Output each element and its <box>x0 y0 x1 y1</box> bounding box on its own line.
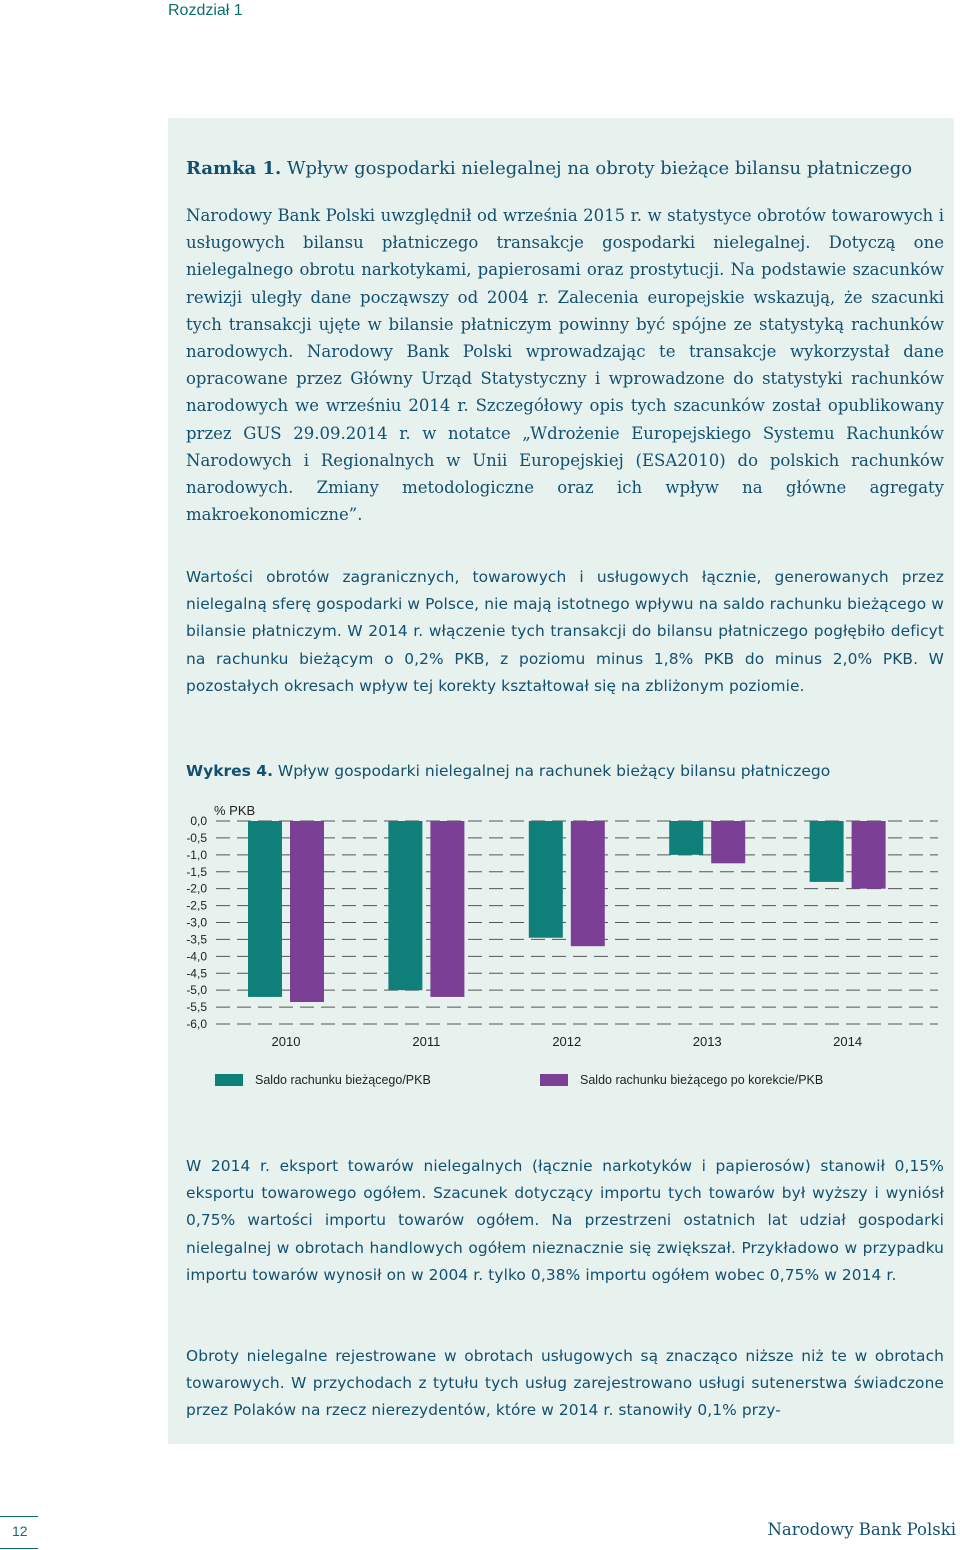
bar <box>388 821 422 990</box>
legend-swatch <box>215 1074 243 1086</box>
x-tick-label: 2011 <box>412 1034 441 1049</box>
bar <box>529 821 563 938</box>
chart-legend <box>215 1073 823 1087</box>
bar <box>571 821 605 946</box>
paragraph-impact: Wartości obrotów zagranicznych, towarowych i usługowych łącznie, generowanych przez nielegalną sferę gospodarki w Polsce, nie mają istotnego wpływu na saldo rachunku bieżącego w bilansie płatniczym. W 2014 r. włączenie tych transakcji do bilansu płatniczego pogłębiło deficyt na rachunku bieżącym o 0,2% PKB, z poziomu minus 1,8% PKB do minus 2,0% PKB. W pozostałych okresach wpływ tej korekty kształtował się na zbliżonym poziomie. <box>186 568 944 695</box>
bar <box>669 821 703 855</box>
frame-title-number: Ramka 1. <box>186 158 282 179</box>
page-number: 12 <box>12 1523 28 1539</box>
frame-title-text: Wpływ gospodarki nielegalnej na obroty bieżące bilansu płatniczego <box>281 158 913 179</box>
legend-swatch <box>540 1074 568 1086</box>
y-tick-label: -2,0 <box>186 881 207 896</box>
bar <box>711 821 745 863</box>
legend-label: Saldo rachunku bieżącego po korekcie/PKB <box>580 1073 824 1087</box>
chapter-label: Rozdział 1 <box>168 2 243 19</box>
bar <box>290 821 324 1002</box>
y-tick-label: -5,5 <box>186 1000 207 1015</box>
frame-title <box>186 156 946 182</box>
footer-rule-bottom <box>0 1548 38 1549</box>
x-tick-label: 2013 <box>692 1034 722 1049</box>
y-axis-unit-label: % PKB <box>214 803 256 818</box>
y-tick-label: -5,0 <box>186 983 207 998</box>
y-tick-label: -0,5 <box>186 830 207 845</box>
legend-label: Saldo rachunku bieżącego/PKB <box>255 1073 431 1087</box>
paragraph-intro: Narodowy Bank Polski uwzględnił od września 2015 r. w statystyce obrotów towarowych i usługowych bilansu płatniczego transakcje gospodarki nielegalnej. Dotyczą one nielegalnego obrotu narkotykami, papierosami oraz prostytucji. Na podstawie szacunków rewizji uległy dane począwszy od 2004 r. Zalecenia europejskie wskazują, że szacunki tych transakcji ujęte w bilansie płatniczym powinny być spójne ze statystyką rachunków narodowych. Narodowy Bank Polski wprowadzając te transakcje wykorzystał dane opracowane przez Główny Urząd Statystyczny i wprowadzone do statystyki rachunków narodowych we wrześniu 2014 r. Szczegółowy opis tych szacunków został opublikowany przez GUS 29.09.2014 r. w notatce „Wdrożenie Europejskiego Systemu Rachunków Narodowych i Regionalnych w Unii Europejskiej (ESA2010) do polskich rachunków narodowych. Zmiany metodologiczne oraz ich wpływ na główne agregaty makroekonomiczne”. <box>186 206 944 525</box>
x-tick-label: 2012 <box>552 1034 582 1049</box>
chart-bars <box>248 821 886 1002</box>
bar-chart <box>168 796 954 1096</box>
footer-rule-top <box>0 1516 38 1517</box>
y-tick-label: -1,0 <box>186 847 207 862</box>
y-tick-label: -3,5 <box>186 932 207 947</box>
chart-title <box>186 760 946 782</box>
paragraph-exports: W 2014 r. eksport towarów nielegalnych (łącznie narkotyków i papierosów) stanowił 0,15% eksportu towarowego ogółem. Szacunek dotyczący importu tych towarów był wyższy i wyniósł 0,75% wartości importu towarów ogółem. Na przestrzeni ostatnich lat udział gospodarki nielegalnej w obrotach handlowych ogółem nieznacznie się zwiększał. Przykładowo w przypadku importu towarów wynosił on w 2004 r. tylko 0,38% importu ogółem wobec 0,75% w 2014 r. <box>186 1157 944 1284</box>
y-tick-label: -4,5 <box>186 966 207 981</box>
y-tick-label: -4,0 <box>186 949 207 964</box>
y-tick-label: 0,0 <box>190 814 207 828</box>
x-tick-label: 2010 <box>271 1034 301 1049</box>
y-tick-label: -3,0 <box>186 915 207 930</box>
y-tick-label: -2,5 <box>186 898 207 913</box>
paragraph-services: Obroty nielegalne rejestrowane w obrotach usługowych są znacząco niższe niż te w obrotach towarowych. W przychodach z tytułu tych usług zarejestrowano usługi sutenerstwa świadczone przez Polaków na rzecz nierezydentów, które w 2014 r. stanowiły 0,1% przy- <box>186 1347 944 1420</box>
chart-x-axis <box>272 1034 863 1049</box>
chart-title-number: Wykres 4. <box>186 762 273 780</box>
y-tick-label: -6,0 <box>186 1017 207 1031</box>
x-tick-label: 2014 <box>833 1034 863 1049</box>
bar <box>248 821 282 997</box>
bar <box>852 821 886 889</box>
bar <box>430 821 464 997</box>
y-tick-label: -1,5 <box>186 864 207 879</box>
chart-y-axis <box>186 814 207 1031</box>
chart-title-text: Wpływ gospodarki nielegalnej na rachunek bieżący bilansu płatniczego <box>272 762 831 780</box>
footer-organization: Narodowy Bank Polski <box>767 1520 956 1539</box>
bar <box>810 821 844 882</box>
